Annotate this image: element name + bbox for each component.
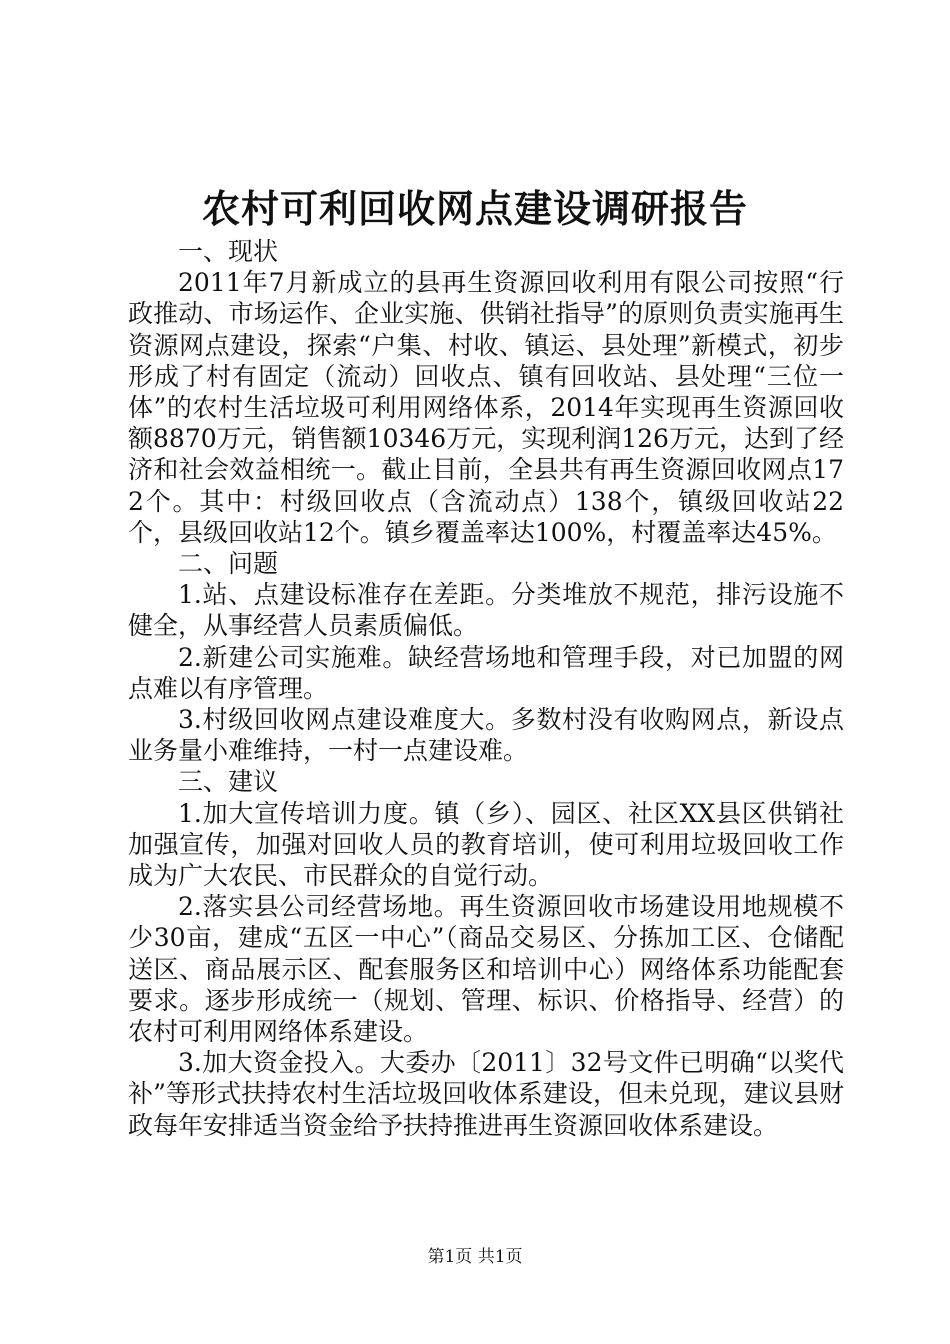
section-heading-problems: 二、问题: [178, 549, 279, 579]
paragraph-suggestion-2: 2.落实县公司经营场地。再生资源回收市场建设用地规模不少30亩，建成“五区一中心”（商品交易区、分拣加工区、仓储配送区、商品展示区、配套服务区和培训中心）网络体系功能配套要求。逐步形成统一（规划、管理、标识、价格指导、经营）的农村可利用网络体系建设。: [128, 892, 844, 1047]
section-heading-status: 一、现状: [178, 237, 279, 266]
section-heading-suggestions: 三、建议: [178, 767, 279, 797]
paragraph-problem-2: 2.新建公司实施难。缺经营场地和管理手段，对已加盟的网点难以有序管理。: [128, 642, 844, 703]
paragraph-suggestion-1: 1.加大宣传培训力度。镇（乡）、园区、社区XX县区供销社加强宣传，加强对回收人员的教育培训，使可利用垃圾回收工作成为广大农民、市民群众的自觉行动。: [128, 798, 844, 891]
paragraph-problem-1: 1.站、点建设标准存在差距。分类堆放不规范，排污设施不健全，从事经营人员素质偏低。: [128, 580, 844, 641]
paragraph-suggestion-3: 3.加大资金投入。大委办〔2011〕32号文件已明确“以奖代补”等形式扶持农村生活垃圾回收体系建设，但未兑现，建议县财政每年安排适当资金给予扶持推进再生资源回收体系建设。: [128, 1048, 844, 1140]
paragraph-problem-3: 3.村级回收网点建设难度大。多数村没有收购网点，新设点业务量小难维持，一村一点建设难。: [128, 705, 844, 766]
paragraph-status-overview: 2011年7月新成立的县再生资源回收利用有限公司按照“行政推动、市场运作、企业实施、供销社指导”的原则负责实施再生资源网点建设，探索“户集、村收、镇运、县处理”新模式，初步形成了村有固定（流动）回收点、镇有回收站、县处理“三位一体”的农村生活垃圾可利用网络体系，2014年实现再生资源回收额8870万元，销售额10346万元，实现利润126万元，达到了经济和社会效益相统一。截止目前，全县共有再生资源回收网点172个。其中：村级回收点（含流动点）138个，镇级回收站22个，县级回收站12个。镇乡覆盖率达100%，村覆盖率达45%。: [128, 268, 844, 547]
document-title: 农村可利回收网点建设调研报告: [201, 186, 748, 231]
document-body: [128, 236, 844, 1141]
page-number-footer: 第1页 共1页: [427, 1247, 523, 1267]
